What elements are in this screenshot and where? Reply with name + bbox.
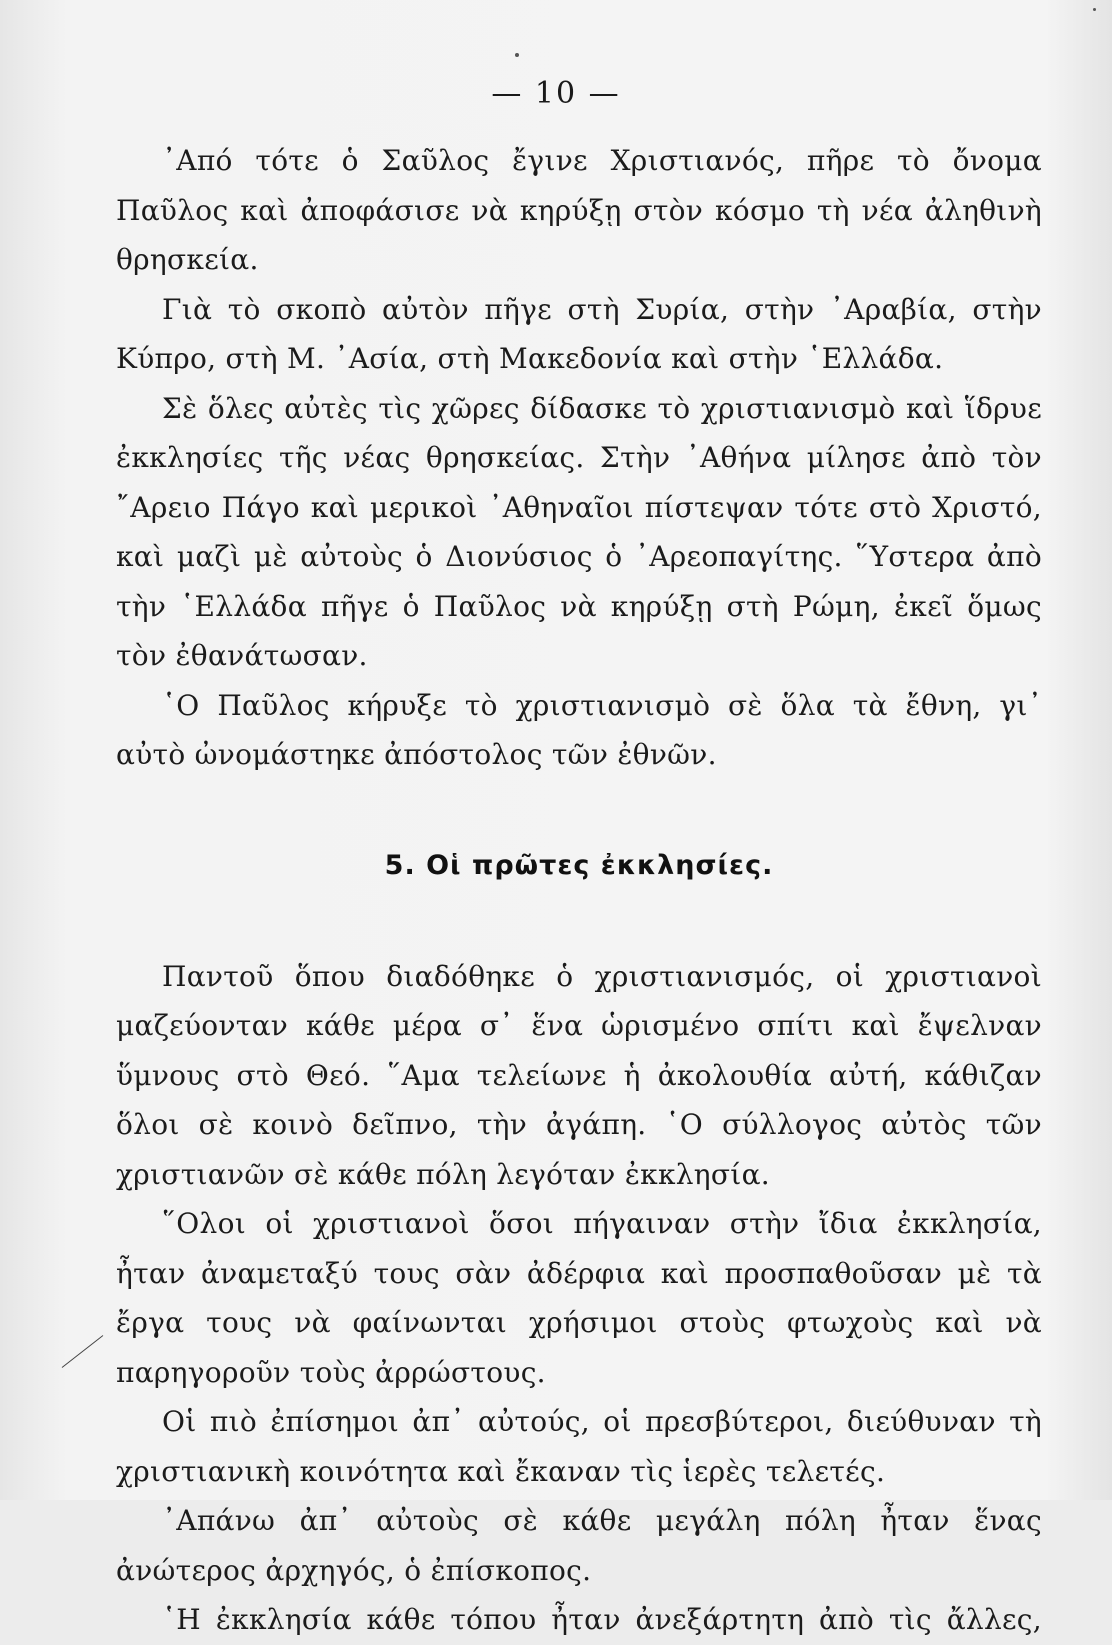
paragraph: Σὲ ὅλες αὐτὲς τὶς χῶρες δίδασκε τὸ χριστιανισμὸ καὶ ἵδρυε ἐκκλησίες τῆς νέας θρησκείας. Στὴν ᾿Αθήνα μίλησε ἀπὸ τὸν ῎Αρειο Πάγο καὶ μερικοὶ ᾿Αθηναῖοι πίστεψαν τότε στὸ Χριστό, καὶ μαζὶ μὲ αὐτοὺς ὁ Διονύσιος ὁ ᾿Αρεοπαγίτης. ῞Υστερα ἀπὸ τὴν ῾Ελλάδα πῆγε ὁ Παῦλος νὰ κηρύξῃ στὴ Ρώμη, ἐκεῖ ὅμως τὸν ἐθανάτωσαν. [116, 391, 1042, 672]
paragraph: ῾Η ἐκκλησία κάθε τόπου ἦταν ἀνεξάρτητη ἀπὸ τὶς ἄλλες, [162, 1603, 1042, 1636]
paragraph: Γιὰ τὸ σκοπὸ αὐτὸν πῆγε στὴ Συρία, στὴν ᾿Αραβία, στὴν Κύπρο, στὴ Μ. ᾿Ασία, στὴ Μακεδονία καὶ στὴν ῾Ελλάδα. [116, 292, 1042, 375]
paragraph: Οἱ πιὸ ἐπίσημοι ἀπ᾿ αὐτούς, οἱ πρεσβύτεροι, διεύθυναν τὴ χριστιανικὴ κοινότητα καὶ ἔκαναν τὶς ἱερὲς τελετές. [116, 1405, 1042, 1488]
paragraph: ῞Ολοι οἱ χριστιανοὶ ὅσοι πήγαιναν στὴν ἴδια ἐκκλησία, ἦταν ἀναμεταξύ τους σὰν ἀδέρφια καὶ προσπαθοῦσαν μὲ τὰ ἔργα τους νὰ φαίνωνται χρήσιμοι στοὺς φτωχοὺς καὶ νὰ παρηγοροῦν τοὺς ἀρρώστους. [116, 1207, 1042, 1389]
scan-speck [1093, 8, 1096, 11]
paragraph: Παντοῦ ὅπου διαδόθηκε ὁ χριστιανισμός, οἱ χριστιανοὶ μαζεύονταν κάθε μέρα σ᾿ ἕνα ὡρισμένο σπίτι καὶ ἔψελναν ὕμνους στὸ Θεό. ῞Αμα τελείωνε ἡ ἀκολουθία αὐτή, κάθιζαν ὅλοι σὲ κοινὸ δεῖπνο, τὴν ἀγάπη. ῾Ο σύλλογος αὐτὸς τῶν χριστιανῶν σὲ κάθε πόλη λεγόταν ἐκκλησία. [116, 959, 1042, 1191]
scan-scratch [62, 1335, 104, 1368]
paragraph: ῾Ο Παῦλος κήρυξε τὸ χριστιανισμὸ σὲ ὅλα τὰ ἔθνη, γι᾿ αὐτὸ ὠνομάστηκε ἀπόστολος τῶν ἐθνῶν. [116, 688, 1042, 771]
section-heading: 5. Οἱ πρῶτες ἐκκλησίες. [384, 849, 774, 881]
scan-speck [515, 53, 519, 57]
paragraph: ᾿Απάνω ἀπ᾿ αὐτοὺς σὲ κάθε μεγάλη πόλη ἦταν ἕνας ἀνώτερος ἀρχηγός, ὁ ἐπίσκοπος. [116, 1504, 1042, 1587]
body-text [116, 136, 1042, 1645]
page-number: — 10 — [491, 76, 621, 111]
paragraph: ᾿Από τότε ὁ Σαῦλος ἔγινε Χριστιανός, πῆρε τὸ ὄνομα Παῦλος καὶ ἀποφάσισε νὰ κηρύξῃ στὸν κόσμο τὴ νέα ἀληθινὴ θρησκεία. [116, 144, 1042, 276]
